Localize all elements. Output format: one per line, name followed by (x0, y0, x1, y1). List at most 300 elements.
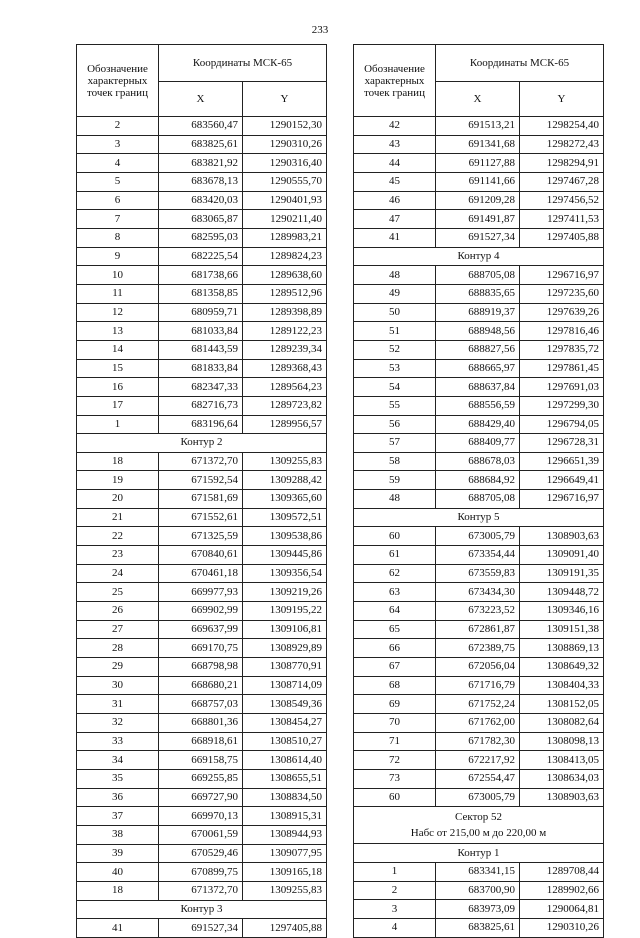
point-cell: 1 (354, 862, 436, 881)
table-row (77, 247, 327, 266)
y-cell: 1296649,41 (520, 471, 604, 490)
section-row (354, 844, 604, 863)
y-cell: 1296716,97 (520, 266, 604, 285)
table-row (354, 452, 604, 471)
y-cell: 1308770,91 (243, 658, 327, 677)
x-cell: 669255,85 (159, 769, 243, 788)
point-cell: 36 (77, 788, 159, 807)
table-row (77, 676, 327, 695)
y-cell: 1297691,03 (520, 378, 604, 397)
y-cell: 1289398,89 (243, 303, 327, 322)
x-cell: 682225,54 (159, 247, 243, 266)
x-cell: 682347,33 (159, 378, 243, 397)
point-cell: 22 (77, 527, 159, 546)
point-cell: 71 (354, 732, 436, 751)
y-cell: 1289983,21 (243, 228, 327, 247)
x-cell: 671752,24 (436, 695, 520, 714)
y-cell: 1298272,43 (520, 135, 604, 154)
table-row (354, 490, 604, 509)
y-cell: 1309191,35 (520, 564, 604, 583)
table-row (354, 172, 604, 191)
point-cell: 35 (77, 769, 159, 788)
table-row (354, 396, 604, 415)
x-cell: 671782,30 (436, 732, 520, 751)
point-cell: 48 (354, 266, 436, 285)
point-cell: 34 (77, 751, 159, 770)
section-label: Сектор 52 Набс от 215,00 м до 220,00 м (354, 807, 604, 844)
point-cell: 63 (354, 583, 436, 602)
header-y: Y (243, 82, 327, 117)
point-cell: 2 (354, 881, 436, 900)
x-cell: 691341,68 (436, 135, 520, 154)
y-cell: 1308714,09 (243, 676, 327, 695)
point-cell: 25 (77, 583, 159, 602)
table-row (354, 714, 604, 733)
y-cell: 1290401,93 (243, 191, 327, 210)
y-cell: 1308869,13 (520, 639, 604, 658)
x-cell: 681833,84 (159, 359, 243, 378)
table-row (354, 228, 604, 247)
point-cell: 10 (77, 266, 159, 285)
section-label: Контур 2 (77, 434, 327, 453)
y-cell: 1308903,63 (520, 527, 604, 546)
x-cell: 681358,85 (159, 284, 243, 303)
y-cell: 1309255,83 (243, 881, 327, 900)
y-cell: 1297861,45 (520, 359, 604, 378)
x-cell: 691513,21 (436, 117, 520, 136)
point-cell: 46 (354, 191, 436, 210)
point-cell: 2 (77, 117, 159, 136)
y-cell: 1297411,53 (520, 210, 604, 229)
header-y: Y (520, 82, 604, 117)
x-cell: 681033,84 (159, 322, 243, 341)
table-row (77, 228, 327, 247)
x-cell: 669977,93 (159, 583, 243, 602)
table-row (354, 415, 604, 434)
point-cell: 72 (354, 751, 436, 770)
y-cell: 1297467,28 (520, 172, 604, 191)
y-cell: 1309106,81 (243, 620, 327, 639)
point-cell: 23 (77, 546, 159, 565)
x-cell: 688835,65 (436, 284, 520, 303)
y-cell: 1296728,31 (520, 434, 604, 453)
table-row (77, 714, 327, 733)
point-cell: 39 (77, 844, 159, 863)
x-cell: 671325,59 (159, 527, 243, 546)
point-cell: 49 (354, 284, 436, 303)
x-cell: 691209,28 (436, 191, 520, 210)
x-cell: 683341,15 (436, 862, 520, 881)
x-cell: 683678,13 (159, 172, 243, 191)
x-cell: 673005,79 (436, 527, 520, 546)
section-label: Контур 5 (354, 508, 604, 527)
table-row (77, 788, 327, 807)
y-cell: 1309288,42 (243, 471, 327, 490)
table-row (77, 620, 327, 639)
x-cell: 682595,03 (159, 228, 243, 247)
x-cell: 669158,75 (159, 751, 243, 770)
point-cell: 37 (77, 807, 159, 826)
table-row (77, 527, 327, 546)
x-cell: 673223,52 (436, 602, 520, 621)
point-cell: 26 (77, 602, 159, 621)
section-label: Контур 4 (354, 247, 604, 266)
y-cell: 1296716,97 (520, 490, 604, 509)
point-cell: 57 (354, 434, 436, 453)
point-cell: 28 (77, 639, 159, 658)
table-row (354, 191, 604, 210)
y-cell: 1289723,82 (243, 396, 327, 415)
table-row (354, 154, 604, 173)
table-row (77, 881, 327, 900)
y-cell: 1297816,46 (520, 322, 604, 341)
table-row (77, 266, 327, 285)
point-cell: 3 (77, 135, 159, 154)
header-x: X (159, 82, 243, 117)
point-cell: 1 (77, 415, 159, 434)
point-cell: 4 (354, 918, 436, 937)
point-cell: 55 (354, 396, 436, 415)
coordinates-table-left (76, 44, 327, 938)
x-cell: 669170,75 (159, 639, 243, 658)
x-cell: 673005,79 (436, 788, 520, 807)
table-row (354, 769, 604, 788)
header-coordinates: Координаты МСК-65 (159, 45, 327, 82)
table-row (354, 303, 604, 322)
y-cell: 1297456,52 (520, 191, 604, 210)
table-row (77, 415, 327, 434)
table-row (77, 210, 327, 229)
table-row (77, 564, 327, 583)
x-cell: 672056,04 (436, 658, 520, 677)
y-cell: 1309538,86 (243, 527, 327, 546)
x-cell: 670840,61 (159, 546, 243, 565)
table-row (354, 527, 604, 546)
table-row (77, 844, 327, 863)
point-cell: 64 (354, 602, 436, 621)
point-cell: 3 (354, 900, 436, 919)
y-cell: 1290310,26 (243, 135, 327, 154)
x-cell: 683700,90 (436, 881, 520, 900)
table-row (354, 620, 604, 639)
y-cell: 1297235,60 (520, 284, 604, 303)
point-cell: 62 (354, 564, 436, 583)
x-cell: 691527,34 (436, 228, 520, 247)
x-cell: 671762,00 (436, 714, 520, 733)
x-cell: 688705,08 (436, 266, 520, 285)
table-row (354, 918, 604, 937)
x-cell: 671552,61 (159, 508, 243, 527)
y-cell: 1290310,26 (520, 918, 604, 937)
header-point-label: Обозначение характерных точек границ (354, 45, 436, 117)
x-cell: 688637,84 (436, 378, 520, 397)
table-row (77, 284, 327, 303)
page-number: 233 (311, 24, 329, 36)
section-row (354, 807, 604, 844)
table-row (354, 564, 604, 583)
x-cell: 691141,66 (436, 172, 520, 191)
y-cell: 1289122,23 (243, 322, 327, 341)
y-cell: 1308915,31 (243, 807, 327, 826)
table-row (77, 340, 327, 359)
table-row (354, 322, 604, 341)
table-row (77, 919, 327, 938)
header-x: X (436, 82, 520, 117)
point-cell: 8 (77, 228, 159, 247)
y-cell: 1289239,34 (243, 340, 327, 359)
table-row (77, 191, 327, 210)
table-row (354, 359, 604, 378)
x-cell: 691127,88 (436, 154, 520, 173)
y-cell: 1297405,88 (243, 919, 327, 938)
x-cell: 688684,92 (436, 471, 520, 490)
table-row (77, 117, 327, 136)
x-cell: 681443,59 (159, 340, 243, 359)
x-cell: 688429,40 (436, 415, 520, 434)
point-cell: 73 (354, 769, 436, 788)
y-cell: 1298294,91 (520, 154, 604, 173)
y-cell: 1290064,81 (520, 900, 604, 919)
table-row (77, 807, 327, 826)
table-row (77, 695, 327, 714)
y-cell: 1309195,22 (243, 602, 327, 621)
y-cell: 1289708,44 (520, 862, 604, 881)
point-cell: 68 (354, 676, 436, 695)
table-row (354, 658, 604, 677)
x-cell: 688409,77 (436, 434, 520, 453)
x-cell: 688705,08 (436, 490, 520, 509)
x-cell: 673434,30 (436, 583, 520, 602)
y-cell: 1308454,27 (243, 714, 327, 733)
x-cell: 691527,34 (159, 919, 243, 938)
table-row (77, 583, 327, 602)
section-row (77, 434, 327, 453)
y-cell: 1297299,30 (520, 396, 604, 415)
y-cell: 1308404,33 (520, 676, 604, 695)
point-cell: 56 (354, 415, 436, 434)
point-cell: 43 (354, 135, 436, 154)
y-cell: 1289564,23 (243, 378, 327, 397)
y-cell: 1309356,54 (243, 564, 327, 583)
x-cell: 688919,37 (436, 303, 520, 322)
table-row (354, 434, 604, 453)
x-cell: 683560,47 (159, 117, 243, 136)
point-cell: 69 (354, 695, 436, 714)
table-row (354, 639, 604, 658)
point-cell: 5 (77, 172, 159, 191)
y-cell: 1309077,95 (243, 844, 327, 863)
table-row (77, 751, 327, 770)
x-cell: 671372,70 (159, 452, 243, 471)
x-cell: 688678,03 (436, 452, 520, 471)
y-cell: 1308655,51 (243, 769, 327, 788)
x-cell: 672861,87 (436, 620, 520, 639)
table-row (354, 583, 604, 602)
x-cell: 673559,83 (436, 564, 520, 583)
x-cell: 670529,46 (159, 844, 243, 863)
point-cell: 12 (77, 303, 159, 322)
table-body-left (77, 117, 327, 938)
x-cell: 671716,79 (436, 676, 520, 695)
x-cell: 682716,73 (159, 396, 243, 415)
x-cell: 683065,87 (159, 210, 243, 229)
point-cell: 67 (354, 658, 436, 677)
y-cell: 1289512,96 (243, 284, 327, 303)
point-cell: 48 (354, 490, 436, 509)
point-cell: 30 (77, 676, 159, 695)
point-cell: 60 (354, 527, 436, 546)
section-label: Контур 1 (354, 844, 604, 863)
table-row (354, 788, 604, 807)
table-row (77, 508, 327, 527)
y-cell: 1289956,57 (243, 415, 327, 434)
x-cell: 683420,03 (159, 191, 243, 210)
y-cell: 1308098,13 (520, 732, 604, 751)
table-row (77, 490, 327, 509)
point-cell: 41 (77, 919, 159, 938)
table-row (354, 266, 604, 285)
table-row (354, 695, 604, 714)
point-cell: 44 (354, 154, 436, 173)
x-cell: 668680,21 (159, 676, 243, 695)
point-cell: 14 (77, 340, 159, 359)
point-cell: 4 (77, 154, 159, 173)
y-cell: 1290555,70 (243, 172, 327, 191)
y-cell: 1309165,18 (243, 863, 327, 882)
point-cell: 54 (354, 378, 436, 397)
table-row (77, 658, 327, 677)
point-cell: 32 (77, 714, 159, 733)
x-cell: 673354,44 (436, 546, 520, 565)
x-cell: 669637,99 (159, 620, 243, 639)
point-cell: 66 (354, 639, 436, 658)
x-cell: 672554,47 (436, 769, 520, 788)
y-cell: 1297639,26 (520, 303, 604, 322)
y-cell: 1309346,16 (520, 602, 604, 621)
point-cell: 27 (77, 620, 159, 639)
point-cell: 18 (77, 452, 159, 471)
x-cell: 669970,13 (159, 807, 243, 826)
point-cell: 7 (77, 210, 159, 229)
y-cell: 1308929,89 (243, 639, 327, 658)
point-cell: 41 (354, 228, 436, 247)
x-cell: 680959,71 (159, 303, 243, 322)
section-row (77, 900, 327, 919)
table-row (77, 546, 327, 565)
point-cell: 38 (77, 825, 159, 844)
table-row (77, 769, 327, 788)
y-cell: 1309445,86 (243, 546, 327, 565)
table-row (77, 825, 327, 844)
y-cell: 1290316,40 (243, 154, 327, 173)
section-label: Контур 3 (77, 900, 327, 919)
y-cell: 1296651,39 (520, 452, 604, 471)
y-cell: 1308834,50 (243, 788, 327, 807)
point-cell: 13 (77, 322, 159, 341)
point-cell: 61 (354, 546, 436, 565)
y-cell: 1309448,72 (520, 583, 604, 602)
point-cell: 50 (354, 303, 436, 322)
table-row (77, 863, 327, 882)
y-cell: 1308549,36 (243, 695, 327, 714)
point-cell: 53 (354, 359, 436, 378)
section-row (354, 508, 604, 527)
y-cell: 1309091,40 (520, 546, 604, 565)
point-cell: 40 (77, 863, 159, 882)
y-cell: 1289368,43 (243, 359, 327, 378)
y-cell: 1309365,60 (243, 490, 327, 509)
x-cell: 670899,75 (159, 863, 243, 882)
section-row (354, 247, 604, 266)
point-cell: 24 (77, 564, 159, 583)
y-cell: 1290152,30 (243, 117, 327, 136)
point-cell: 9 (77, 247, 159, 266)
point-cell: 16 (77, 378, 159, 397)
table-row (354, 602, 604, 621)
y-cell: 1308082,64 (520, 714, 604, 733)
x-cell: 669902,99 (159, 602, 243, 621)
x-cell: 670061,59 (159, 825, 243, 844)
table-row (354, 751, 604, 770)
table-row (354, 546, 604, 565)
point-cell: 45 (354, 172, 436, 191)
x-cell: 683196,64 (159, 415, 243, 434)
y-cell: 1309255,83 (243, 452, 327, 471)
y-cell: 1308152,05 (520, 695, 604, 714)
table-row (77, 303, 327, 322)
table-row (77, 378, 327, 397)
header-coordinates: Координаты МСК-65 (436, 45, 604, 82)
y-cell: 1290211,40 (243, 210, 327, 229)
x-cell: 688556,59 (436, 396, 520, 415)
x-cell: 683825,61 (159, 135, 243, 154)
point-cell: 47 (354, 210, 436, 229)
point-cell: 42 (354, 117, 436, 136)
table-row (354, 284, 604, 303)
table-row (77, 172, 327, 191)
x-cell: 688948,56 (436, 322, 520, 341)
point-cell: 59 (354, 471, 436, 490)
x-cell: 668798,98 (159, 658, 243, 677)
table-row (77, 396, 327, 415)
y-cell: 1308903,63 (520, 788, 604, 807)
point-cell: 58 (354, 452, 436, 471)
x-cell: 688827,56 (436, 340, 520, 359)
x-cell: 691491,87 (436, 210, 520, 229)
table-row (354, 862, 604, 881)
x-cell: 668918,61 (159, 732, 243, 751)
table-row (77, 732, 327, 751)
y-cell: 1289824,23 (243, 247, 327, 266)
point-cell: 51 (354, 322, 436, 341)
y-cell: 1298254,40 (520, 117, 604, 136)
y-cell: 1296794,05 (520, 415, 604, 434)
coordinates-table-right (353, 44, 604, 938)
y-cell: 1289902,66 (520, 881, 604, 900)
table-row (354, 881, 604, 900)
y-cell: 1308634,03 (520, 769, 604, 788)
table-row (354, 117, 604, 136)
x-cell: 683825,61 (436, 918, 520, 937)
point-cell: 29 (77, 658, 159, 677)
table-row (354, 900, 604, 919)
table-row (77, 154, 327, 173)
point-cell: 70 (354, 714, 436, 733)
point-cell: 52 (354, 340, 436, 359)
table-row (354, 210, 604, 229)
x-cell: 668757,03 (159, 695, 243, 714)
x-cell: 671581,69 (159, 490, 243, 509)
